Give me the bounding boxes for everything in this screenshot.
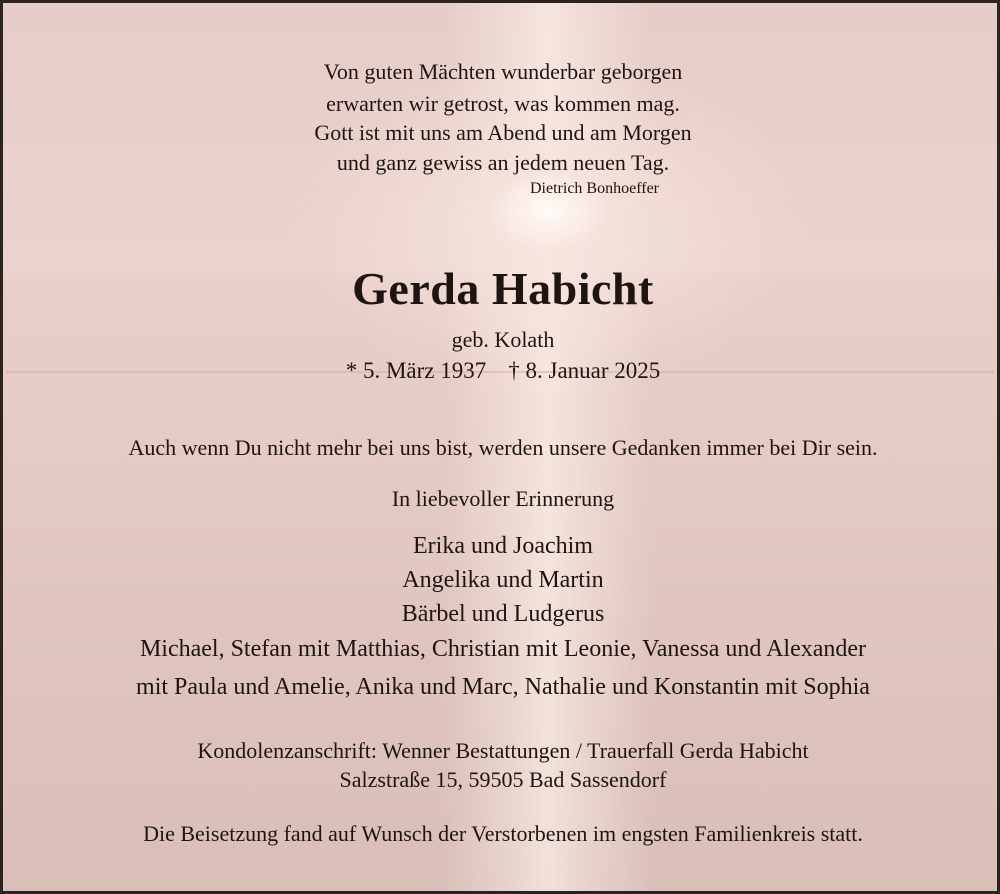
poem-line-1: Von guten Mächten wunderbar geborgen [323, 59, 683, 84]
mourner-line: Bärbel und Ludgerus [401, 601, 605, 627]
poem-author: Dietrich Bonhoeffer [530, 180, 659, 197]
birth-date: * 5. März 1937 [345, 358, 487, 383]
life-dates [3, 358, 1000, 384]
mourner-line: Erika und Joachim [413, 533, 593, 559]
poem-line-4: und ganz gewiss an jedem neuen Tag. [336, 150, 670, 175]
maiden-name: geb. Kolath [451, 327, 555, 352]
poem-line-2: erwarten wir getrost, was kommen mag. [326, 91, 680, 116]
mourner-line: Michael, Stefan mit Matthias, Christian mit Leonie, Vanessa und Alexander [139, 636, 867, 662]
funeral-note: Die Beisetzung fand auf Wunsch der Verstorbenen im engsten Familienkreis statt. [143, 821, 863, 846]
condolence-address-line-2: Salzstraße 15, 59505 Bad Sassendorf [339, 767, 667, 792]
poem-line-3: Gott ist mit uns am Abend und am Morgen [314, 120, 692, 145]
deceased-name: Gerda Habicht [352, 263, 654, 314]
death-date: † 8. Januar 2025 [508, 358, 661, 383]
remembrance-line: In liebevoller Erinnerung [391, 486, 615, 511]
condolence-address-line-1: Kondolenzanschrift: Wenner Bestattungen / Trauerfall Gerda Habicht [197, 738, 809, 763]
farewell-message: Auch wenn Du nicht mehr bei uns bist, werden unsere Gedanken immer bei Dir sein. [128, 435, 878, 460]
mourner-line: Angelika und Martin [402, 567, 604, 593]
mourner-line: mit Paula und Amelie, Anika und Marc, Nathalie und Konstantin mit Sophia [136, 674, 870, 700]
